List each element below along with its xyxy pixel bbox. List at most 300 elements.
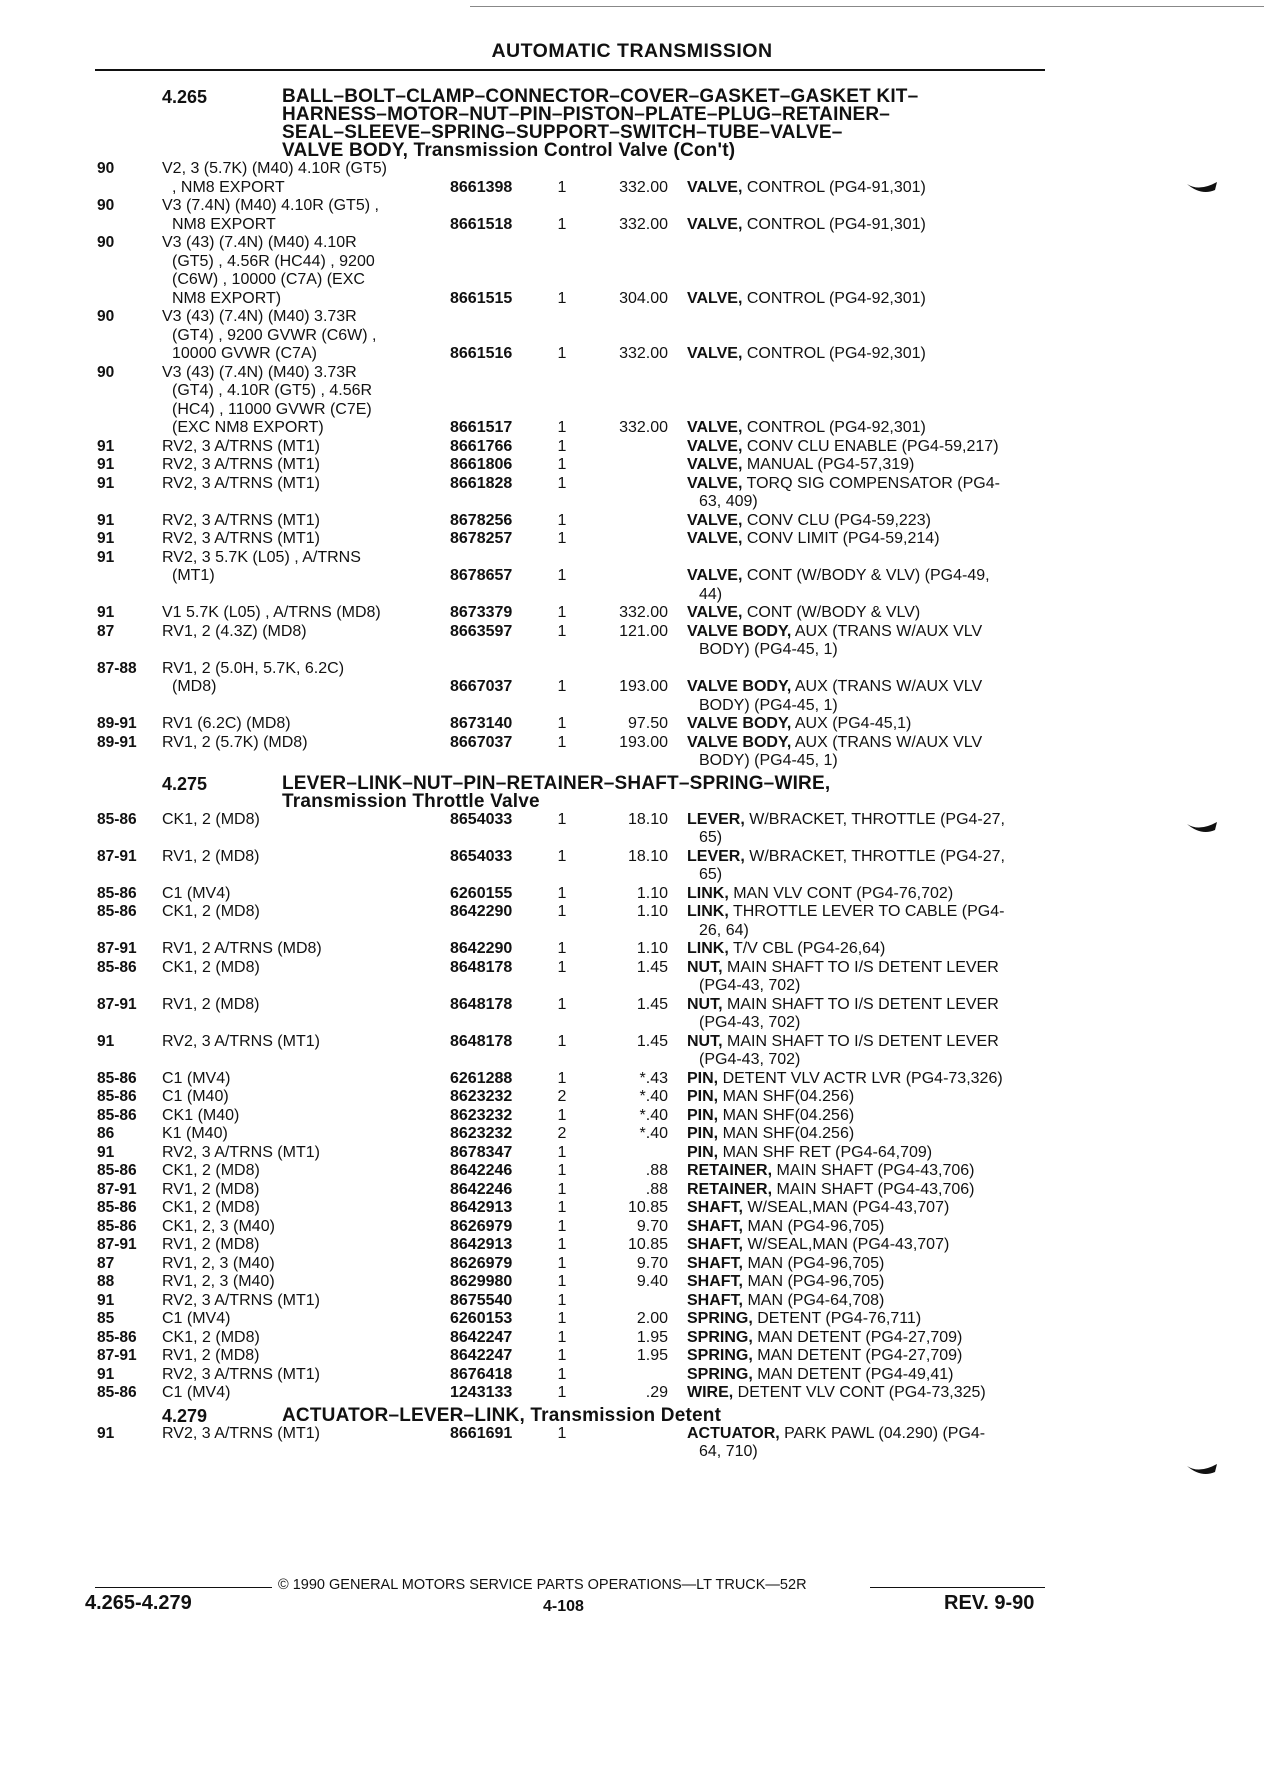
part-name-text: (PG4-43, 702) [699, 1051, 801, 1068]
part-name-text: (PG4-43, 702) [699, 977, 801, 994]
quantity: 1 [557, 1143, 567, 1161]
part-name-bold: VALVE, [687, 289, 743, 307]
section-title [282, 1404, 1062, 1426]
description-line: V3 (43) (7.4N) (M40) 3.73R [162, 308, 357, 325]
quantity: 2 [557, 1088, 567, 1105]
description-line: V2, 3 (5.7K) (M40) 4.10R (GT5) [162, 160, 387, 177]
application-description [162, 1070, 447, 1089]
part-name-text: MAN SHF RET (PG4-64,709) [718, 1143, 933, 1161]
part-name [687, 715, 1052, 734]
part-number: 8667037 [450, 733, 513, 751]
price: 193.00 [619, 678, 668, 695]
description-line: RV1, 2 (4.3Z) (MD8) [162, 622, 307, 640]
part-number: 8661691 [450, 1424, 513, 1442]
part-name-text: MAN (PG4-96,705) [743, 1217, 885, 1235]
quantity: 1 [557, 178, 567, 196]
application-description [162, 1347, 447, 1366]
description-line: NM8 EXPORT [172, 215, 276, 233]
part-name-bold: VALVE, [687, 215, 743, 233]
part-name-line [687, 530, 1052, 549]
quantity: 1 [557, 678, 567, 695]
part-name-text: BODY) (PG4-45, 1) [699, 696, 838, 714]
quantity: 1 [557, 345, 567, 362]
part-name-line [687, 1144, 1052, 1163]
part-name-text: 44) [699, 585, 723, 603]
part-name-text: MAN (PG4-64,708) [743, 1291, 885, 1309]
part-name-text: CONTROL (PG4-91,301) [742, 178, 926, 196]
model-year: 87 [97, 622, 115, 640]
description-line: RV2, 3 A/TRNS (MT1) [162, 1424, 320, 1442]
part-name-bold: VALVE, [687, 419, 743, 436]
part-number: 8623232 [450, 1106, 513, 1124]
description-line: (EXC NM8 EXPORT) [172, 419, 324, 436]
table-row [0, 308, 1264, 364]
description-line: RV2, 3 A/TRNS (MT1) [162, 511, 320, 529]
model-year: 90 [97, 234, 115, 251]
part-name-line [687, 715, 1052, 734]
table-row [0, 364, 1264, 438]
quantity: 1 [557, 1365, 567, 1383]
part-number: 8678347 [450, 1143, 513, 1161]
part-name-bold: VALVE, [687, 511, 743, 529]
model-year: 91 [97, 456, 115, 473]
part-name-bold: LINK, [687, 884, 729, 902]
part-name [687, 996, 1052, 1033]
description-line: CK1, 2 (MD8) [162, 1328, 260, 1346]
section-number: 4.265 [162, 87, 208, 107]
table-row [0, 1425, 1264, 1462]
part-name-line [687, 848, 1052, 867]
part-name-line [687, 1347, 1052, 1366]
section-heading [0, 772, 1264, 812]
part-number: 8676418 [450, 1365, 513, 1383]
description-line: (C6W) , 10000 (C7A) (EXC [172, 271, 365, 288]
table-row [0, 1144, 1264, 1163]
part-name-bold: VALVE, [687, 437, 743, 455]
part-name-line [687, 829, 1052, 848]
part-name-line [687, 216, 1052, 235]
part-name-line [687, 1443, 1052, 1462]
part-name-bold: SPRING, [687, 1328, 753, 1346]
part-name-bold: VALVE BODY, [687, 733, 792, 751]
part-number: 8673379 [450, 604, 513, 621]
part-name-text: TORQ SIG COMPENSATOR (PG4- [742, 474, 1000, 492]
part-number: 6261288 [450, 1069, 513, 1087]
application-description [162, 940, 447, 959]
table-row [0, 604, 1264, 623]
price: *.40 [639, 1125, 668, 1142]
part-name-line [687, 1329, 1052, 1348]
part-number: 6260153 [450, 1310, 513, 1327]
part-name-text: 65) [699, 866, 723, 883]
price: 1.45 [636, 995, 668, 1013]
part-number: 6260155 [450, 884, 513, 902]
table-row [0, 903, 1264, 940]
part-name [687, 1329, 1052, 1348]
model-year: 89-91 [97, 715, 137, 732]
model-year: 87-91 [97, 940, 137, 957]
part-name [687, 940, 1052, 959]
price: 332.00 [619, 604, 668, 621]
part-name-line [687, 697, 1052, 716]
footer-copyright: © 1990 GENERAL MOTORS SERVICE PARTS OPERATIONS—LT TRUCK—52R [278, 1577, 807, 1593]
quantity: 1 [557, 419, 567, 436]
quantity: 1 [557, 1384, 567, 1401]
part-name-text: THROTTLE LEVER TO CABLE (PG4- [728, 903, 1005, 920]
description-line: RV1, 2, 3 (M40) [162, 1254, 275, 1272]
price: 304.00 [619, 289, 668, 307]
quantity: 1 [557, 1180, 567, 1198]
application-description [162, 604, 447, 623]
quantity: 1 [557, 1106, 567, 1124]
description-line: (GT5) , 4.56R (HC44) , 9200 [172, 252, 375, 270]
footer-rule-right [870, 1587, 1045, 1588]
part-name-line [687, 903, 1052, 922]
model-year: 87-91 [97, 1236, 137, 1253]
quantity: 1 [557, 1347, 567, 1364]
price: 9.70 [636, 1217, 668, 1235]
application-description [162, 1384, 447, 1403]
application-description [162, 885, 447, 904]
part-name [687, 1070, 1052, 1089]
footer-page-number: 4-108 [543, 1598, 584, 1615]
quantity: 1 [557, 1217, 567, 1235]
part-name [687, 1273, 1052, 1292]
price: *.40 [639, 1088, 668, 1105]
part-name [687, 1292, 1052, 1311]
part-name-bold: SHAFT, [687, 1199, 743, 1216]
model-year: 85-86 [97, 1328, 137, 1346]
part-name-text: MAN VLV CONT (PG4-76,702) [728, 884, 954, 902]
part-name [687, 1199, 1052, 1218]
part-name-line [687, 1070, 1052, 1089]
part-name-line [687, 1255, 1052, 1274]
model-year: 85-86 [97, 1069, 137, 1087]
part-name [687, 1181, 1052, 1200]
part-name [687, 1310, 1052, 1329]
model-year: 91 [97, 548, 115, 566]
part-name [687, 604, 1052, 623]
part-number: 8626979 [450, 1217, 513, 1235]
price: 332.00 [619, 215, 668, 233]
part-name [687, 179, 1052, 198]
price: 332.00 [619, 178, 668, 196]
part-name-bold: SHAFT, [687, 1254, 743, 1272]
description-line: RV1, 2 (MD8) [162, 1236, 260, 1253]
description-line: RV1, 2 (MD8) [162, 1347, 260, 1364]
part-name-text: AUX (TRANS W/AUX VLV [791, 622, 983, 640]
part-name-text: MAIN SHAFT TO I/S DETENT LEVER [722, 1032, 999, 1050]
part-number: 8663597 [450, 622, 513, 640]
table-row [0, 1236, 1264, 1255]
description-line: 10000 GVWR (C7A) [172, 345, 317, 362]
part-number: 8661828 [450, 474, 513, 492]
part-number: 8654033 [450, 847, 513, 865]
part-name-text: 65) [699, 829, 723, 846]
part-number: 8623232 [450, 1088, 513, 1105]
application-description [162, 234, 447, 308]
application-description [162, 1273, 447, 1292]
part-name-text: CONV LIMIT (PG4-59,214) [742, 530, 940, 547]
part-name-text: MAIN SHAFT TO I/S DETENT LEVER [722, 958, 999, 976]
quantity: 1 [557, 995, 567, 1013]
part-name-bold: VALVE, [687, 345, 743, 362]
description-line: C1 (MV4) [162, 1069, 231, 1087]
part-name [687, 216, 1052, 235]
price: 10.85 [627, 1199, 668, 1216]
part-name-line [687, 1218, 1052, 1237]
part-number: 8667037 [450, 678, 513, 695]
part-name-line [687, 1366, 1052, 1385]
model-year: 89-91 [97, 733, 137, 751]
application-description [162, 959, 447, 978]
section-title-line: LEVER–LINK–NUT–PIN–RETAINER–SHAFT–SPRING–WIRE, [282, 772, 831, 794]
table-row [0, 1273, 1264, 1292]
description-line: (GT4) , 9200 GVWR (C6W) , [172, 326, 377, 344]
price: 332.00 [619, 345, 668, 362]
part-number: 8661398 [450, 178, 513, 196]
table-row [0, 996, 1264, 1033]
application-description [162, 438, 447, 457]
quantity: 1 [557, 474, 567, 492]
part-number: 8642913 [450, 1236, 513, 1253]
description-line: RV2, 3 A/TRNS (MT1) [162, 1365, 320, 1383]
part-name [687, 903, 1052, 940]
section-title-normal: Transmission Detent [524, 1404, 722, 1426]
part-name [687, 1125, 1052, 1144]
section-title-line [282, 790, 1062, 812]
quantity: 1 [557, 1162, 567, 1179]
part-name [687, 475, 1052, 512]
application-description [162, 1162, 447, 1181]
table-row [0, 549, 1264, 605]
part-name-line [687, 1051, 1052, 1070]
part-name-text: CONTROL (PG4-92,301) [742, 345, 926, 362]
application-description [162, 660, 447, 697]
description-line: RV2, 3 A/TRNS (MT1) [162, 1143, 320, 1161]
application-description [162, 903, 447, 922]
part-name-line [687, 179, 1052, 198]
part-name-line [687, 604, 1052, 623]
part-name-line [687, 678, 1052, 697]
part-name-line [687, 811, 1052, 830]
part-name-text: T/V CBL (PG4-26,64) [728, 940, 886, 957]
quantity: 1 [557, 810, 567, 828]
part-name-text: MAN SHF(04.256) [718, 1088, 855, 1105]
part-name [687, 1255, 1052, 1274]
part-name [687, 438, 1052, 457]
part-name-line [687, 734, 1052, 753]
part-name-line [687, 1088, 1052, 1107]
section-title-line [282, 142, 1062, 160]
application-description [162, 160, 447, 197]
section-number: 4.279 [162, 1405, 208, 1426]
footer-section-range: 4.265-4.279 [85, 1592, 192, 1614]
part-name [687, 530, 1052, 549]
part-name-text: CONV CLU (PG4-59,223) [742, 511, 931, 529]
quantity: 1 [557, 1069, 567, 1087]
part-name-line [687, 512, 1052, 531]
model-year: 91 [97, 437, 115, 455]
table-row [0, 512, 1264, 531]
application-description [162, 1292, 447, 1311]
part-name-bold: PIN, [687, 1069, 719, 1087]
part-name-line [687, 922, 1052, 941]
part-name [687, 1162, 1052, 1181]
table-row [0, 1070, 1264, 1089]
model-year: 91 [97, 1032, 115, 1050]
description-line: V1 5.7K (L05) , A/TRNS (MD8) [162, 604, 381, 621]
part-name [687, 959, 1052, 996]
application-description [162, 1425, 447, 1444]
quantity: 1 [557, 715, 567, 732]
price: 9.70 [636, 1254, 668, 1272]
description-line: (HC4) , 11000 GVWR (C7E) [172, 400, 372, 418]
part-name-text: MAIN SHAFT TO I/S DETENT LEVER [722, 995, 999, 1013]
part-number: 8661515 [450, 289, 513, 307]
application-description [162, 1236, 447, 1255]
application-description [162, 549, 447, 586]
part-name-bold: WIRE, [687, 1384, 734, 1401]
description-line: CK1, 2, 3 (M40) [162, 1217, 275, 1235]
part-name-text: MAIN SHAFT (PG4-43,706) [772, 1162, 975, 1179]
part-name-bold: ACTUATOR, [687, 1424, 780, 1442]
part-name-text: MAN SHF(04.256) [718, 1106, 855, 1124]
description-line: (MT1) [172, 567, 215, 584]
model-year: 91 [97, 1291, 115, 1309]
description-line: V3 (43) (7.4N) (M40) 3.73R [162, 363, 357, 381]
application-description [162, 1218, 447, 1237]
margin-mark-icon [1185, 180, 1219, 198]
model-year: 87-91 [97, 1347, 137, 1364]
part-name [687, 623, 1052, 660]
part-name [687, 1144, 1052, 1163]
application-description [162, 1329, 447, 1348]
table-row [0, 623, 1264, 660]
part-number: 8642247 [450, 1347, 513, 1364]
description-line: (MD8) [172, 678, 217, 695]
part-name-text: CONT (W/BODY & VLV) [742, 604, 921, 621]
table-row [0, 811, 1264, 848]
quantity: 1 [557, 289, 567, 307]
footer-revision: REV. 9-90 [944, 1592, 1035, 1614]
table-row [0, 959, 1264, 996]
description-line: RV1, 2 (MD8) [162, 847, 260, 865]
part-number: 8642246 [450, 1162, 513, 1179]
table-row [0, 456, 1264, 475]
description-line: NM8 EXPORT) [172, 289, 282, 307]
part-name-bold: VALVE, [687, 604, 743, 621]
part-name [687, 1366, 1052, 1385]
part-number: 8626979 [450, 1254, 513, 1272]
part-name-bold: SHAFT, [687, 1273, 743, 1290]
section-title-line: SEAL–SLEEVE–SPRING–SUPPORT–SWITCH–TUBE–VALVE– [282, 122, 843, 143]
part-name [687, 848, 1052, 885]
part-number: 8642247 [450, 1328, 513, 1346]
part-name [687, 345, 1052, 364]
application-description [162, 475, 447, 494]
part-name [687, 1425, 1052, 1462]
part-name-bold: VALVE, [687, 474, 743, 492]
part-name-bold: SPRING, [687, 1310, 753, 1327]
table-row [0, 885, 1264, 904]
description-line: CK1, 2 (MD8) [162, 1162, 260, 1179]
part-number: 8648178 [450, 995, 513, 1013]
part-name-bold: PIN, [687, 1088, 719, 1105]
part-name-bold: PIN, [687, 1106, 719, 1124]
model-year: 85-86 [97, 884, 137, 902]
application-description [162, 456, 447, 475]
part-number: 8675540 [450, 1291, 513, 1309]
model-year: 85 [97, 1310, 115, 1327]
part-name-text: 63, 409) [699, 493, 758, 510]
quantity: 1 [557, 1424, 567, 1442]
model-year: 91 [97, 604, 115, 621]
application-description [162, 1144, 447, 1163]
price: 1.10 [636, 940, 668, 957]
part-name-line [687, 586, 1052, 605]
part-number: 8642246 [450, 1180, 513, 1198]
quantity: 1 [557, 215, 567, 233]
model-year: 85-86 [97, 1199, 137, 1216]
application-description [162, 1107, 447, 1126]
part-name-bold: SHAFT, [687, 1291, 743, 1309]
section-title [282, 88, 1062, 160]
description-line: , NM8 EXPORT [172, 178, 285, 196]
part-name-line [687, 456, 1052, 475]
model-year: 91 [97, 474, 115, 492]
section-number: 4.275 [162, 773, 208, 794]
table-row [0, 1162, 1264, 1181]
part-name [687, 1236, 1052, 1255]
part-name-bold: PIN, [687, 1125, 719, 1142]
table-row [0, 1125, 1264, 1144]
part-name-bold: RETAINER, [687, 1162, 773, 1179]
part-name [687, 419, 1052, 438]
application-description [162, 1199, 447, 1218]
description-line: C1 (M40) [162, 1088, 229, 1105]
price: *.43 [639, 1069, 668, 1087]
footer-rule-left [95, 1587, 272, 1588]
part-name-line [687, 641, 1052, 660]
model-year: 87-91 [97, 847, 137, 865]
part-name-text: MAIN SHAFT (PG4-43,706) [772, 1180, 975, 1198]
part-name-bold: VALVE, [687, 456, 743, 473]
model-year: 85-86 [97, 1162, 137, 1179]
price: 18.10 [627, 847, 668, 865]
part-name-bold: PIN, [687, 1143, 719, 1161]
part-name-line [687, 1292, 1052, 1311]
part-number: 8673140 [450, 715, 513, 732]
description-line: CK1, 2 (MD8) [162, 1199, 260, 1216]
description-line: (GT4) , 4.10R (GT5) , 4.56R [172, 382, 373, 399]
table-row [0, 1329, 1264, 1348]
part-name-line [687, 419, 1052, 438]
table-row [0, 1199, 1264, 1218]
application-description [162, 1088, 447, 1107]
part-name-line [687, 977, 1052, 996]
price: .88 [645, 1162, 668, 1179]
part-number: 8661806 [450, 456, 513, 473]
price: 121.00 [619, 622, 668, 640]
part-name-bold: SPRING, [687, 1347, 753, 1364]
table-row [0, 660, 1264, 716]
part-name-line [687, 438, 1052, 457]
section-title-bold: ACTUATOR–LEVER–LINK, [282, 1404, 525, 1426]
part-name [687, 567, 1052, 604]
description-line: RV1 (6.2C) (MD8) [162, 715, 291, 732]
part-name-text: CONTROL (PG4-92,301) [742, 419, 926, 436]
